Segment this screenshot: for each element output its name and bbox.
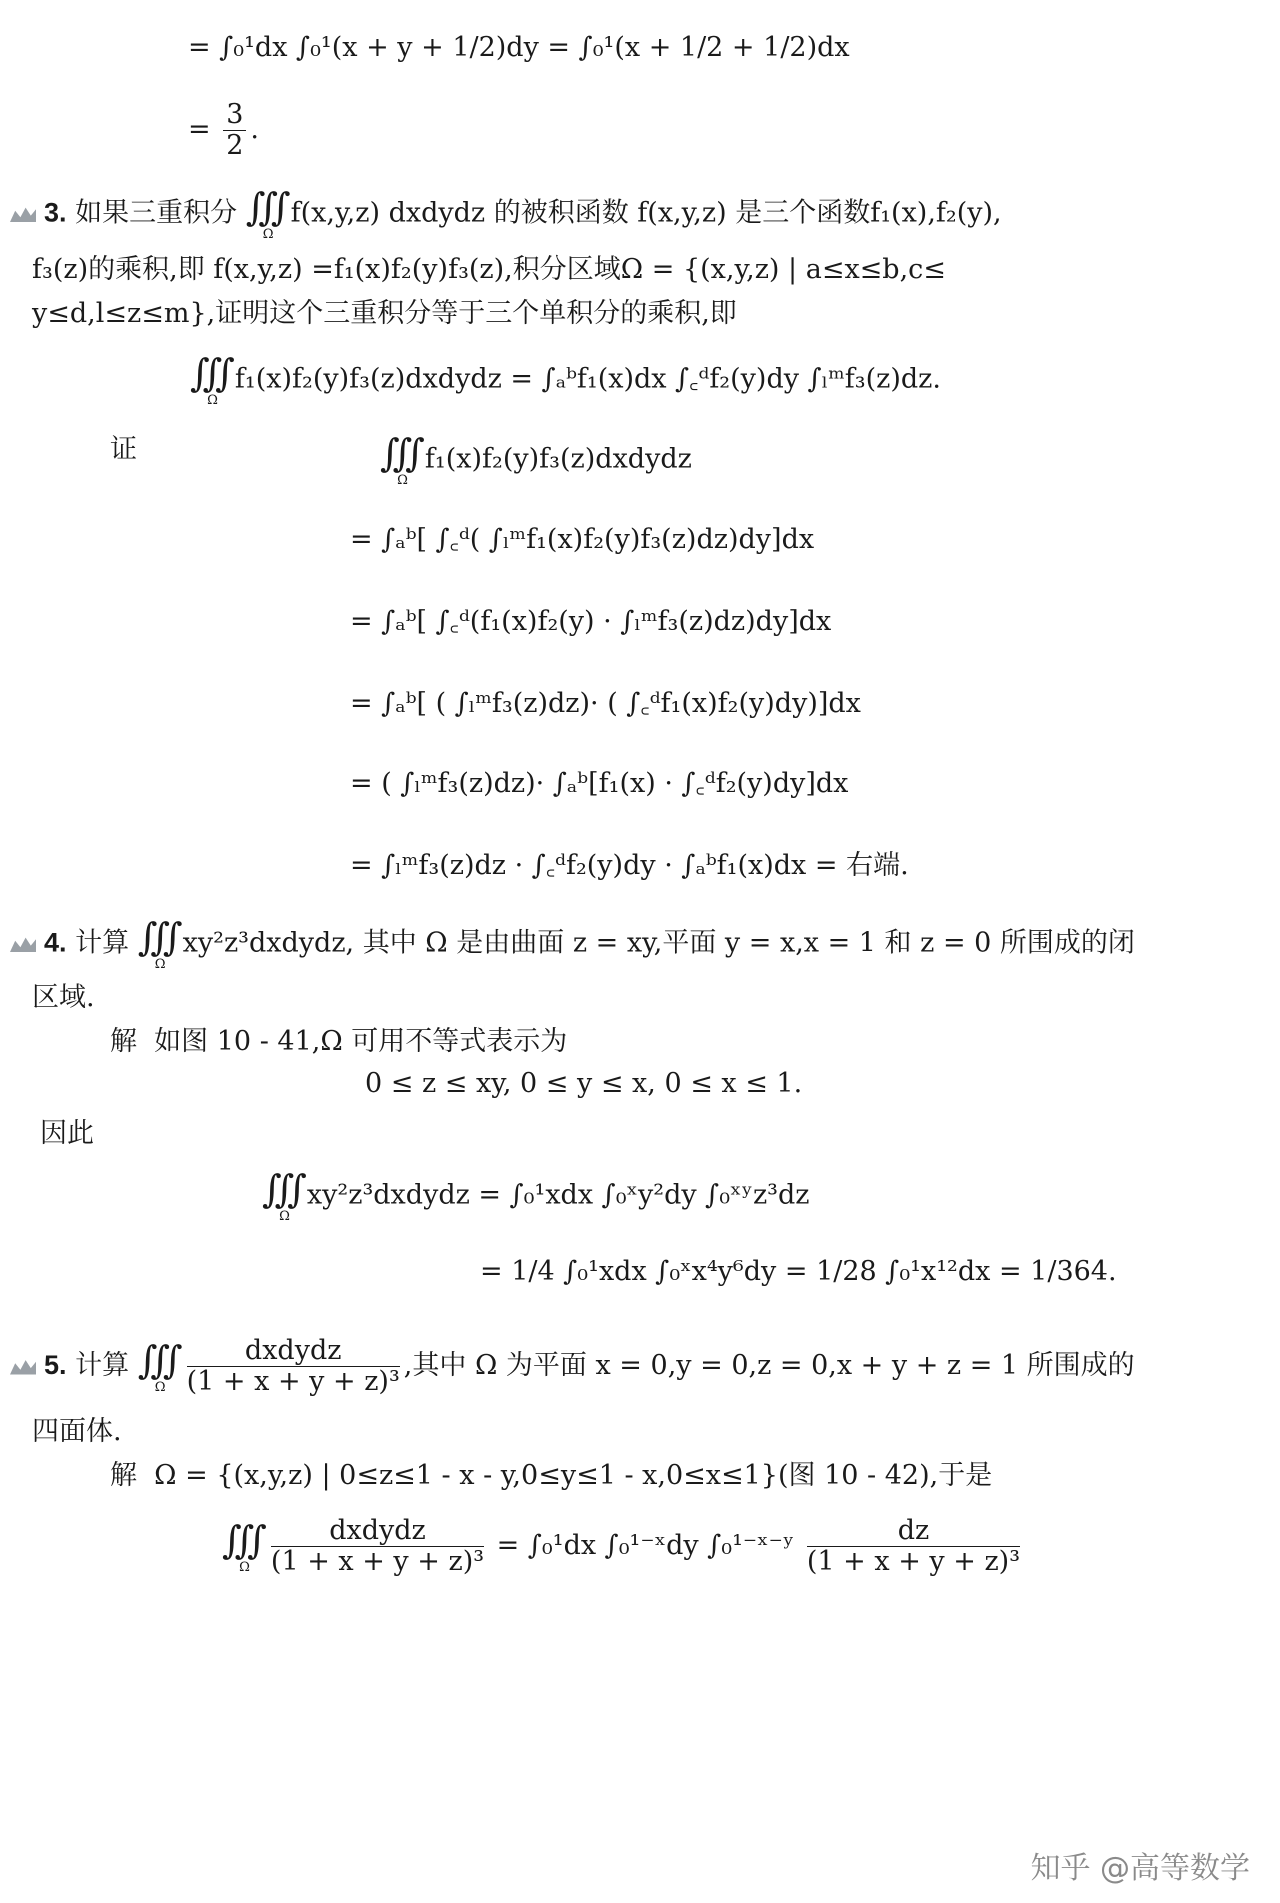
- denominator: 2: [226, 130, 244, 161]
- denominator: (1 + x + y + z)³: [270, 1546, 485, 1577]
- problem-text: 如果三重积分: [75, 197, 238, 229]
- therefore-line: [40, 1116, 94, 1152]
- problem-3-claim: [190, 352, 941, 408]
- region-label: Ω: [397, 473, 408, 488]
- triple-integral-sign: ∭: [137, 1337, 183, 1382]
- problem-text: 计算: [75, 1350, 130, 1381]
- triple-integral-sign: ∭: [137, 915, 183, 959]
- proof-line-4: [350, 766, 848, 802]
- proof-label: [110, 432, 137, 468]
- problem-text: f₃(z)的乘积,即 f(x,y,z) =f₁(x)f₂(y)f₃(z),积分区域Ω = {(x,y,z) | a≤x≤b,c≤: [32, 254, 946, 285]
- calc-line-1: [262, 1168, 810, 1224]
- triple-integral-sign: ∭: [245, 185, 291, 229]
- inequality-text: 0 ≤ z ≤ xy, 0 ≤ y ≤ x, 0 ≤ x ≤ 1.: [365, 1068, 803, 1099]
- region-label: Ω: [262, 227, 274, 242]
- triple-integral: [262, 1168, 307, 1224]
- proof-text: = ∫ₗᵐf₃(z)dz · ∫꜀ᵈf₂(y)dy · ∫ₐᵇf₁(x)dx = 右端.: [350, 850, 909, 881]
- triple-integral-sign: ∭: [222, 1517, 267, 1562]
- solution-label: 解: [110, 1026, 137, 1057]
- triple-integral: [380, 432, 425, 488]
- proof-line-5: [350, 848, 909, 884]
- problem-5-line-2: [32, 1414, 122, 1450]
- calc-line-2: [480, 1254, 1117, 1290]
- problem-text: f(x,y,z) dxdydz 的被积函数 f(x,y,z) 是三个函数f₁(x),f₂(y),: [290, 197, 1002, 229]
- period: .: [250, 114, 259, 145]
- problem-text: xy²z³dxdydz, 其中 Ω 是由曲面 z = xy,平面 y = x,x = 1 和 z = 0 所围成的闭: [182, 927, 1135, 959]
- claim-text: f₁(x)f₂(y)f₃(z)dxdydz = ∫ₐᵇf₁(x)dx ∫꜀ᵈf₂(y)dy ∫ₗᵐf₃(z)dz.: [234, 363, 941, 395]
- solution-text: 如图 10 - 41,Ω 可用不等式表示为: [154, 1026, 568, 1057]
- equals-sign: =: [188, 114, 211, 145]
- numerator: 3: [223, 100, 246, 131]
- proof-line-1: [350, 522, 814, 558]
- proof-line-3: [350, 686, 861, 722]
- numerator: dxdydz: [187, 1336, 400, 1367]
- calc-5-line: [222, 1516, 1024, 1577]
- problem-5-line-1: [10, 1336, 1135, 1397]
- proof-text: = ( ∫ₗᵐf₃(z)dz)· ∫ₐᵇ[f₁(x) · ∫꜀ᵈf₂(y)dy]dx: [350, 768, 849, 799]
- therefore-text: 因此: [40, 1118, 94, 1149]
- proof-text: = ∫ₐᵇ[ ∫꜀ᵈ(f₁(x)f₂(y) · ∫ₗᵐf₃(z)dz)dy]dx: [350, 606, 832, 637]
- proof-text: = ∫ₐᵇ[ ∫꜀ᵈ( ∫ₗᵐf₁(x)f₂(y)f₃(z)dz)dy]dx: [350, 524, 815, 555]
- proof-text: f₁(x)f₂(y)f₃(z)dxdydz: [424, 443, 692, 475]
- fraction-three-halves: [223, 100, 246, 161]
- calc-text: = 1/4 ∫₀¹xdx ∫₀ˣx⁴y⁶dy = 1/28 ∫₀¹x¹²dx = 1/364.: [480, 1256, 1117, 1287]
- proof-line-2: [350, 604, 831, 640]
- problem-text: 四面体.: [32, 1416, 122, 1447]
- proof-line-0: [380, 432, 692, 488]
- problem-4-line-1: [10, 916, 1135, 972]
- solution-5-line-1: [110, 1458, 992, 1494]
- problem-3-line-1: [10, 186, 1002, 242]
- problem-text: 区域.: [32, 982, 95, 1013]
- integrand-fraction: [271, 1516, 484, 1577]
- solution-4-line-1: [110, 1024, 567, 1060]
- triple-integral: [246, 186, 291, 242]
- region-label: Ω: [207, 393, 218, 408]
- region-label: Ω: [154, 1379, 166, 1395]
- problem-text: 计算: [75, 927, 130, 959]
- triple-integral-sign: ∭: [380, 431, 425, 475]
- triple-integral: [222, 1519, 267, 1575]
- equation-line-2: [188, 100, 259, 161]
- solution-text: Ω = {(x,y,z) | 0≤z≤1 - x - y,0≤y≤1 - x,0≤x≤1}(图 10 - 42),于是: [154, 1460, 993, 1491]
- denominator: (1 + x + y + z)³: [186, 1366, 400, 1397]
- problem-text: y≤d,l≤z≤m},证明这个三重积分等于三个单积分的乘积,即: [32, 298, 737, 329]
- problem-number: 4.: [44, 927, 67, 958]
- problem-marker-icon: [10, 1359, 36, 1375]
- equation-line-1: [188, 30, 850, 66]
- problem-marker-icon: [10, 936, 36, 952]
- denominator: (1 + x + y + z)³: [806, 1546, 1021, 1577]
- region-label: Ω: [279, 1209, 290, 1224]
- numerator: dz: [807, 1516, 1020, 1547]
- triple-integral: [138, 916, 183, 972]
- problem-number: 3.: [44, 197, 67, 228]
- problem-marker-icon: [10, 206, 36, 222]
- problem-3-line-2: [32, 252, 946, 288]
- problem-text: ,其中 Ω 为平面 x = 0,y = 0,z = 0,x + y + z = 1 所围成的: [403, 1350, 1135, 1381]
- triple-integral-sign: ∭: [262, 1167, 307, 1211]
- watermark: 知乎 @高等数学: [1030, 1851, 1250, 1886]
- integrand-fraction: [187, 1336, 400, 1397]
- calc-text: xy²z³dxdydz = ∫₀¹xdx ∫₀ˣy²dy ∫₀ˣʸz³dz: [306, 1179, 810, 1211]
- problem-3-line-3: [32, 296, 737, 332]
- inequality-line: [365, 1066, 802, 1102]
- triple-integral: [138, 1339, 183, 1395]
- proof-label-text: 证: [110, 434, 137, 465]
- region-label: Ω: [154, 957, 166, 972]
- proof-text: = ∫ₐᵇ[ ( ∫ₗᵐf₃(z)dz)· ( ∫꜀ᵈf₁(x)f₂(y)dy)]dx: [350, 688, 861, 719]
- problem-4-line-2: [32, 980, 95, 1016]
- integrand-fraction: [807, 1516, 1020, 1577]
- numerator: dxdydz: [271, 1516, 484, 1547]
- region-label: Ω: [239, 1559, 250, 1575]
- equation-text: = ∫₀¹dx ∫₀¹(x + y + 1/2)dy = ∫₀¹(x + 1/2 + 1/2)dx: [188, 32, 850, 63]
- problem-number: 5.: [44, 1350, 67, 1380]
- triple-integral-sign: ∭: [190, 351, 235, 395]
- solution-label: 解: [110, 1460, 137, 1491]
- triple-integral: [190, 352, 235, 408]
- calc-text: = ∫₀¹dx ∫₀¹⁻ˣdy ∫₀¹⁻ˣ⁻ʸ: [496, 1530, 795, 1561]
